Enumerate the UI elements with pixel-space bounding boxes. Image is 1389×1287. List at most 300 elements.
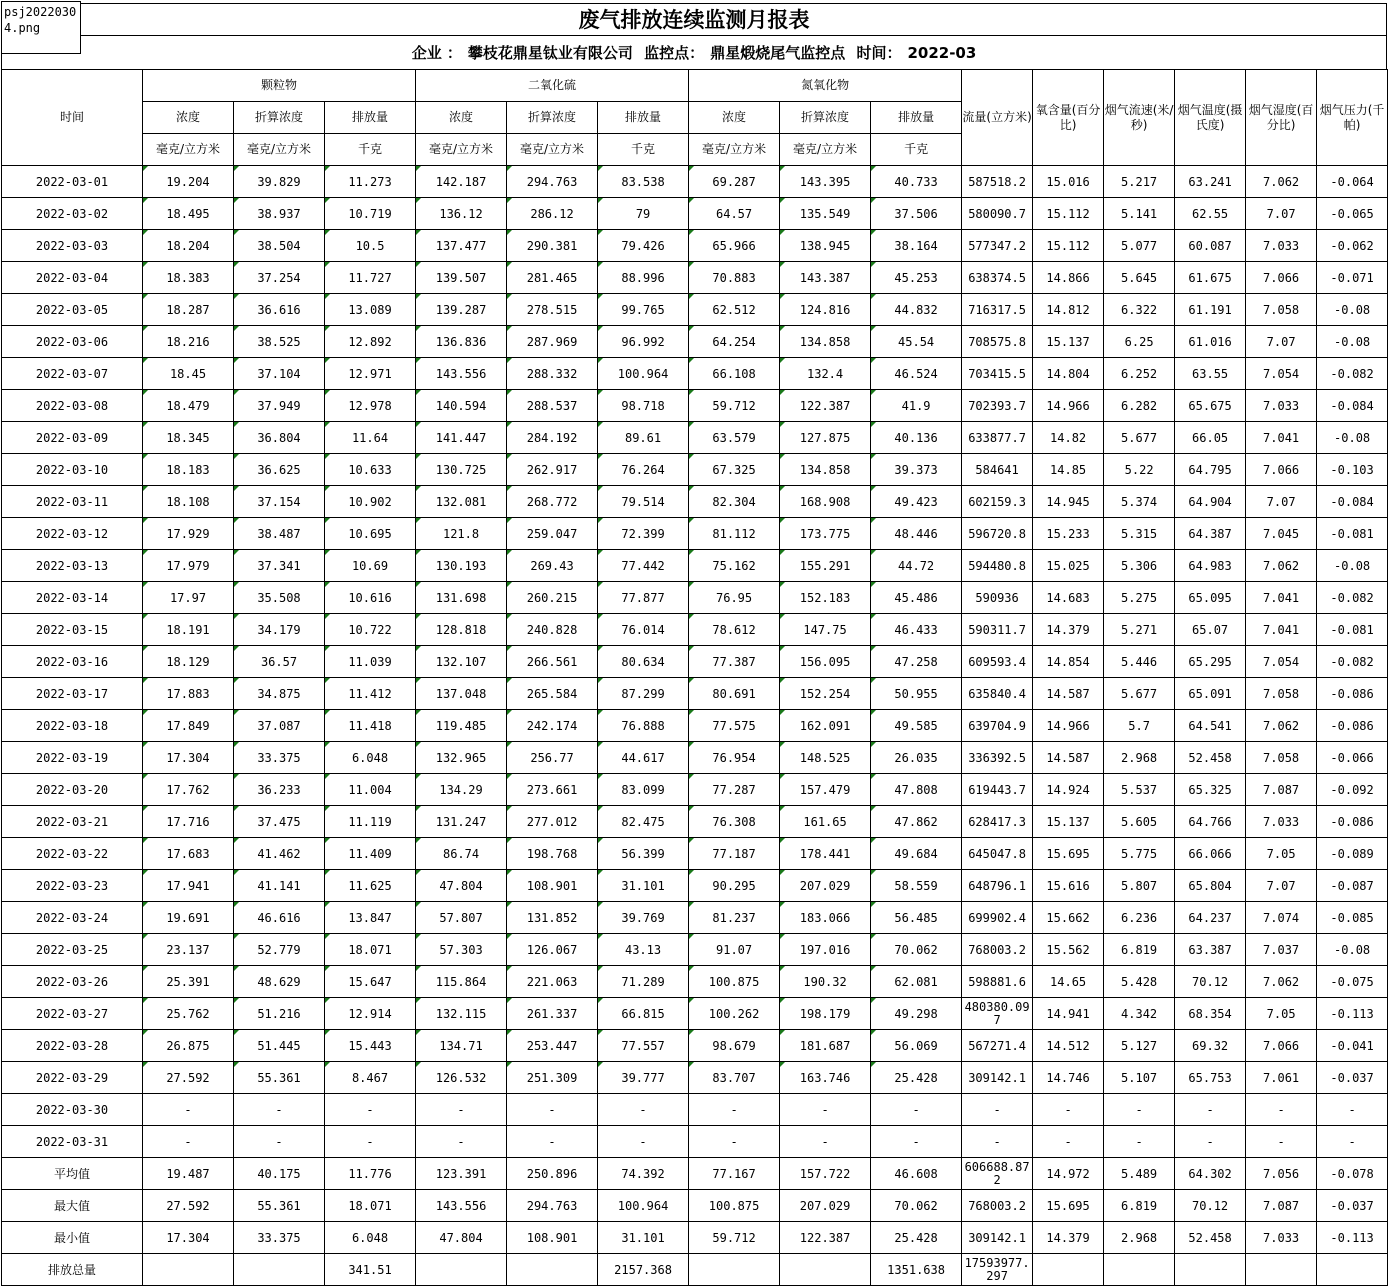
value-cell: 83.538 (598, 166, 689, 198)
table-row (2, 998, 1388, 1030)
value-cell: 39.777 (598, 1062, 689, 1094)
monitoring-table (1, 69, 1388, 1286)
value-cell: 768003.2 (962, 1190, 1033, 1222)
value-cell: 18.479 (143, 390, 234, 422)
value-cell: 100.964 (598, 1190, 689, 1222)
value-cell: 240.828 (507, 614, 598, 646)
date-cell: 2022-03-13 (2, 550, 143, 582)
value-cell: 14.379 (1033, 1222, 1104, 1254)
unit-kg: 千克 (325, 134, 416, 166)
value-cell: 55.361 (234, 1190, 325, 1222)
value-cell: 65.325 (1175, 774, 1246, 806)
value-cell: 288.537 (507, 390, 598, 422)
value-cell (1317, 1254, 1388, 1286)
unit-kg: 千克 (598, 134, 689, 166)
value-cell: - (871, 1126, 962, 1158)
date-cell: 2022-03-18 (2, 710, 143, 742)
value-cell: 12.971 (325, 358, 416, 390)
value-cell: 12.914 (325, 998, 416, 1030)
value-cell: 15.443 (325, 1030, 416, 1062)
value-cell: - (325, 1094, 416, 1126)
value-cell: 63.55 (1175, 358, 1246, 390)
value-cell: 309142.1 (962, 1222, 1033, 1254)
value-cell: - (143, 1126, 234, 1158)
value-cell: 18.495 (143, 198, 234, 230)
value-cell: 648796.1 (962, 870, 1033, 902)
value-cell: 18.345 (143, 422, 234, 454)
value-cell: 140.594 (416, 390, 507, 422)
date-cell: 2022-03-27 (2, 998, 143, 1030)
date-cell: 2022-03-03 (2, 230, 143, 262)
value-cell: 10.5 (325, 230, 416, 262)
value-cell: 68.354 (1175, 998, 1246, 1030)
value-cell: -0.062 (1317, 230, 1388, 262)
unit-mg-m3: 毫克/立方米 (143, 134, 234, 166)
value-cell: 14.512 (1033, 1030, 1104, 1062)
value-cell: 5.645 (1104, 262, 1175, 294)
value-cell: 141.447 (416, 422, 507, 454)
value-cell: -0.08 (1317, 294, 1388, 326)
value-cell: 7.07 (1246, 870, 1317, 902)
value-cell: 7.062 (1246, 550, 1317, 582)
value-cell: 7.066 (1246, 454, 1317, 486)
value-cell: 56.069 (871, 1030, 962, 1062)
header-flow: 流量(立方米) (962, 70, 1033, 166)
value-cell: 221.063 (507, 966, 598, 998)
value-cell: 138.945 (780, 230, 871, 262)
value-cell: 152.254 (780, 678, 871, 710)
value-cell: 23.137 (143, 934, 234, 966)
value-cell: 18.191 (143, 614, 234, 646)
header-converted-concentration: 折算浓度 (780, 102, 871, 134)
value-cell: 131.852 (507, 902, 598, 934)
value-cell: 88.996 (598, 262, 689, 294)
value-cell: 35.508 (234, 582, 325, 614)
value-cell: 635840.4 (962, 678, 1033, 710)
value-cell: 70.883 (689, 262, 780, 294)
value-cell: 19.487 (143, 1158, 234, 1190)
value-cell: 7.07 (1246, 326, 1317, 358)
value-cell: 100.875 (689, 1190, 780, 1222)
value-cell: 10.722 (325, 614, 416, 646)
value-cell: 268.772 (507, 486, 598, 518)
value-cell: 98.718 (598, 390, 689, 422)
value-cell: 14.804 (1033, 358, 1104, 390)
value-cell: 716317.5 (962, 294, 1033, 326)
value-cell: 7.054 (1246, 358, 1317, 390)
value-cell: 147.75 (780, 614, 871, 646)
value-cell: 7.033 (1246, 390, 1317, 422)
value-cell: 130.193 (416, 550, 507, 582)
value-cell: 139.287 (416, 294, 507, 326)
value-cell: -0.103 (1317, 454, 1388, 486)
table-row (2, 294, 1388, 326)
value-cell: 242.174 (507, 710, 598, 742)
table-row (2, 966, 1388, 998)
value-cell: 6.322 (1104, 294, 1175, 326)
value-cell: 19.204 (143, 166, 234, 198)
date-cell: 2022-03-06 (2, 326, 143, 358)
value-cell: 6.282 (1104, 390, 1175, 422)
value-cell: - (1317, 1094, 1388, 1126)
value-cell: 590311.7 (962, 614, 1033, 646)
value-cell: - (689, 1126, 780, 1158)
value-cell: 77.287 (689, 774, 780, 806)
value-cell: 65.753 (1175, 1062, 1246, 1094)
value-cell: 5.217 (1104, 166, 1175, 198)
value-cell: 126.532 (416, 1062, 507, 1094)
value-cell: 139.507 (416, 262, 507, 294)
value-cell: 67.325 (689, 454, 780, 486)
value-cell: 1351.638 (871, 1254, 962, 1286)
value-cell: 309142.1 (962, 1062, 1033, 1094)
value-cell: 75.162 (689, 550, 780, 582)
value-cell: 57.807 (416, 902, 507, 934)
value-cell: 51.216 (234, 998, 325, 1030)
value-cell: 41.141 (234, 870, 325, 902)
value-cell: 143.556 (416, 1190, 507, 1222)
date-cell: 2022-03-12 (2, 518, 143, 550)
value-cell: -0.066 (1317, 742, 1388, 774)
value-cell: 38.487 (234, 518, 325, 550)
value-cell: 45.54 (871, 326, 962, 358)
value-cell: 609593.4 (962, 646, 1033, 678)
table-row (2, 614, 1388, 646)
value-cell: 17.97 (143, 582, 234, 614)
table-row (2, 518, 1388, 550)
date-cell: 2022-03-16 (2, 646, 143, 678)
value-cell: 10.633 (325, 454, 416, 486)
value-cell: 645047.8 (962, 838, 1033, 870)
report-month: 2022-03 (907, 44, 977, 62)
value-cell: 41.9 (871, 390, 962, 422)
table-row (2, 646, 1388, 678)
value-cell: - (871, 1094, 962, 1126)
value-cell: 64.387 (1175, 518, 1246, 550)
header-nox: 氮氧化物 (689, 70, 962, 102)
value-cell: 14.65 (1033, 966, 1104, 998)
value-cell: 76.264 (598, 454, 689, 486)
value-cell: 5.7 (1104, 710, 1175, 742)
value-cell: 7.033 (1246, 230, 1317, 262)
value-cell: 14.683 (1033, 582, 1104, 614)
value-cell: 5.489 (1104, 1158, 1175, 1190)
value-cell: 131.247 (416, 806, 507, 838)
unit-mg-m3: 毫克/立方米 (507, 134, 598, 166)
value-cell: 7.07 (1246, 486, 1317, 518)
table-row (2, 1094, 1388, 1126)
value-cell: 119.485 (416, 710, 507, 742)
value-cell (416, 1254, 507, 1286)
value-cell: 77.187 (689, 838, 780, 870)
value-cell (507, 1254, 598, 1286)
value-cell: 65.804 (1175, 870, 1246, 902)
value-cell: 43.13 (598, 934, 689, 966)
value-cell: 5.306 (1104, 550, 1175, 582)
value-cell: 47.804 (416, 870, 507, 902)
value-cell: 261.337 (507, 998, 598, 1030)
value-cell: 290.381 (507, 230, 598, 262)
header-humidity: 烟气湿度(百分比) (1246, 70, 1317, 166)
value-cell: - (1175, 1126, 1246, 1158)
value-cell: 37.475 (234, 806, 325, 838)
value-cell: 5.775 (1104, 838, 1175, 870)
value-cell: 46.524 (871, 358, 962, 390)
value-cell (1033, 1254, 1104, 1286)
value-cell: 46.433 (871, 614, 962, 646)
value-cell: 132.081 (416, 486, 507, 518)
value-cell: 5.22 (1104, 454, 1175, 486)
value-cell: - (598, 1126, 689, 1158)
unit-mg-m3: 毫克/立方米 (234, 134, 325, 166)
enterprise-name: 攀枝花鼎星钛业有限公司 (467, 44, 633, 62)
value-cell: 708575.8 (962, 326, 1033, 358)
value-cell: 5.374 (1104, 486, 1175, 518)
value-cell: 7.045 (1246, 518, 1317, 550)
value-cell: 260.215 (507, 582, 598, 614)
value-cell: 64.254 (689, 326, 780, 358)
value-cell: 10.902 (325, 486, 416, 518)
value-cell: 61.675 (1175, 262, 1246, 294)
value-cell: 148.525 (780, 742, 871, 774)
value-cell: 14.972 (1033, 1158, 1104, 1190)
value-cell: 36.57 (234, 646, 325, 678)
value-cell: 143.395 (780, 166, 871, 198)
value-cell: 480380.097 (962, 998, 1033, 1030)
value-cell: 132.965 (416, 742, 507, 774)
value-cell: 52.458 (1175, 1222, 1246, 1254)
value-cell: 11.273 (325, 166, 416, 198)
value-cell: 59.712 (689, 390, 780, 422)
value-cell: -0.071 (1317, 262, 1388, 294)
value-cell: 39.829 (234, 166, 325, 198)
value-cell: 2.968 (1104, 1222, 1175, 1254)
value-cell: 60.087 (1175, 230, 1246, 262)
value-cell: 86.74 (416, 838, 507, 870)
table-row (2, 1062, 1388, 1094)
value-cell: 178.441 (780, 838, 871, 870)
date-cell: 2022-03-08 (2, 390, 143, 422)
value-cell: 13.847 (325, 902, 416, 934)
table-row (2, 262, 1388, 294)
value-cell: 15.233 (1033, 518, 1104, 550)
value-cell: 27.592 (143, 1190, 234, 1222)
value-cell: 137.048 (416, 678, 507, 710)
value-cell: 294.763 (507, 166, 598, 198)
value-cell: 567271.4 (962, 1030, 1033, 1062)
value-cell: 65.095 (1175, 582, 1246, 614)
value-cell: - (234, 1126, 325, 1158)
value-cell: 126.067 (507, 934, 598, 966)
header-emission: 排放量 (325, 102, 416, 134)
value-cell: -0.08 (1317, 326, 1388, 358)
value-cell: 15.025 (1033, 550, 1104, 582)
table-row (2, 326, 1388, 358)
value-cell: 699902.4 (962, 902, 1033, 934)
value-cell: - (1033, 1126, 1104, 1158)
value-cell: 40.733 (871, 166, 962, 198)
value-cell: 5.677 (1104, 422, 1175, 454)
value-cell: 5.271 (1104, 614, 1175, 646)
value-cell (689, 1254, 780, 1286)
value-cell: -0.082 (1317, 358, 1388, 390)
value-cell: 5.605 (1104, 806, 1175, 838)
summary-label: 排放总量 (2, 1254, 143, 1286)
table-row (2, 806, 1388, 838)
date-cell: 2022-03-20 (2, 774, 143, 806)
value-cell: 269.43 (507, 550, 598, 582)
value-cell: -0.113 (1317, 998, 1388, 1030)
value-cell: -0.041 (1317, 1030, 1388, 1062)
value-cell: 277.012 (507, 806, 598, 838)
value-cell: 132.115 (416, 998, 507, 1030)
monitor-label: 监控点： (644, 44, 705, 62)
value-cell: 48.629 (234, 966, 325, 998)
value-cell: 8.467 (325, 1062, 416, 1094)
value-cell: 45.486 (871, 582, 962, 614)
date-cell: 2022-03-31 (2, 1126, 143, 1158)
value-cell: 37.506 (871, 198, 962, 230)
value-cell: 7.058 (1246, 678, 1317, 710)
header-time: 时间 (2, 70, 143, 166)
value-cell: 64.983 (1175, 550, 1246, 582)
date-cell: 2022-03-09 (2, 422, 143, 454)
date-cell: 2022-03-11 (2, 486, 143, 518)
value-cell: 64.302 (1175, 1158, 1246, 1190)
value-cell: 7.058 (1246, 742, 1317, 774)
value-cell: 26.035 (871, 742, 962, 774)
value-cell: 89.61 (598, 422, 689, 454)
date-cell: 2022-03-30 (2, 1094, 143, 1126)
date-cell: 2022-03-04 (2, 262, 143, 294)
value-cell: 11.64 (325, 422, 416, 454)
value-cell: 90.295 (689, 870, 780, 902)
value-cell: 7.061 (1246, 1062, 1317, 1094)
value-cell: - (1246, 1094, 1317, 1126)
header-concentration: 浓度 (416, 102, 507, 134)
header-emission: 排放量 (871, 102, 962, 134)
value-cell: 17.883 (143, 678, 234, 710)
value-cell: 207.029 (780, 870, 871, 902)
value-cell: 37.254 (234, 262, 325, 294)
value-cell: 7.062 (1246, 166, 1317, 198)
value-cell: 37.104 (234, 358, 325, 390)
value-cell: 606688.872 (962, 1158, 1033, 1190)
value-cell: 262.917 (507, 454, 598, 486)
value-cell: 56.485 (871, 902, 962, 934)
value-cell: 12.978 (325, 390, 416, 422)
value-cell: 63.579 (689, 422, 780, 454)
header-concentration: 浓度 (143, 102, 234, 134)
value-cell: 14.587 (1033, 678, 1104, 710)
value-cell: 70.12 (1175, 966, 1246, 998)
value-cell: 7.066 (1246, 1030, 1317, 1062)
value-cell: 66.066 (1175, 838, 1246, 870)
value-cell: 91.07 (689, 934, 780, 966)
value-cell: 65.07 (1175, 614, 1246, 646)
value-cell (1104, 1254, 1175, 1286)
value-cell: - (689, 1094, 780, 1126)
value-cell: 36.625 (234, 454, 325, 486)
value-cell: 266.561 (507, 646, 598, 678)
value-cell: 15.647 (325, 966, 416, 998)
value-cell: 79.426 (598, 230, 689, 262)
value-cell: 584641 (962, 454, 1033, 486)
value-cell: 7.066 (1246, 262, 1317, 294)
value-cell: 15.137 (1033, 806, 1104, 838)
summary-row (2, 1190, 1388, 1222)
time-label: 时间： (856, 44, 902, 62)
value-cell: 47.808 (871, 774, 962, 806)
value-cell: 256.77 (507, 742, 598, 774)
value-cell: 25.391 (143, 966, 234, 998)
value-cell: 63.387 (1175, 934, 1246, 966)
table-row (2, 230, 1388, 262)
value-cell: 37.949 (234, 390, 325, 422)
value-cell: 134.858 (780, 326, 871, 358)
value-cell: 56.399 (598, 838, 689, 870)
value-cell (143, 1254, 234, 1286)
value-cell: 100.262 (689, 998, 780, 1030)
value-cell: -0.084 (1317, 390, 1388, 422)
value-cell: 6.25 (1104, 326, 1175, 358)
value-cell: 66.05 (1175, 422, 1246, 454)
unit-kg: 千克 (871, 134, 962, 166)
value-cell: 47.804 (416, 1222, 507, 1254)
value-cell: 99.765 (598, 294, 689, 326)
value-cell: -0.075 (1317, 966, 1388, 998)
value-cell: 41.462 (234, 838, 325, 870)
value-cell: 18.183 (143, 454, 234, 486)
value-cell: 11.418 (325, 710, 416, 742)
value-cell: 11.119 (325, 806, 416, 838)
value-cell: 639704.9 (962, 710, 1033, 742)
table-row (2, 358, 1388, 390)
value-cell: 6.048 (325, 742, 416, 774)
monitor-point: 鼎星煅烧尾气监控点 (710, 44, 846, 62)
value-cell: 11.625 (325, 870, 416, 902)
value-cell: -0.081 (1317, 518, 1388, 550)
value-cell: 69.32 (1175, 1030, 1246, 1062)
value-cell: 163.746 (780, 1062, 871, 1094)
value-cell: 14.966 (1033, 710, 1104, 742)
value-cell: -0.113 (1317, 1222, 1388, 1254)
value-cell: -0.086 (1317, 678, 1388, 710)
value-cell: 63.241 (1175, 166, 1246, 198)
value-cell: 12.892 (325, 326, 416, 358)
value-cell: 130.725 (416, 454, 507, 486)
value-cell: 284.192 (507, 422, 598, 454)
value-cell: 259.047 (507, 518, 598, 550)
value-cell: 286.12 (507, 198, 598, 230)
value-cell: -0.086 (1317, 710, 1388, 742)
value-cell: 11.412 (325, 678, 416, 710)
value-cell: 6.819 (1104, 1190, 1175, 1222)
table-row (2, 710, 1388, 742)
value-cell: 577347.2 (962, 230, 1033, 262)
value-cell: 34.875 (234, 678, 325, 710)
value-cell: 76.954 (689, 742, 780, 774)
value-cell: -0.065 (1317, 198, 1388, 230)
value-cell: 7.041 (1246, 614, 1317, 646)
value-cell: -0.085 (1317, 902, 1388, 934)
value-cell: 44.72 (871, 550, 962, 582)
value-cell: 18.108 (143, 486, 234, 518)
table-row (2, 390, 1388, 422)
value-cell: 5.275 (1104, 582, 1175, 614)
value-cell: 70.062 (871, 1190, 962, 1222)
value-cell: 265.584 (507, 678, 598, 710)
